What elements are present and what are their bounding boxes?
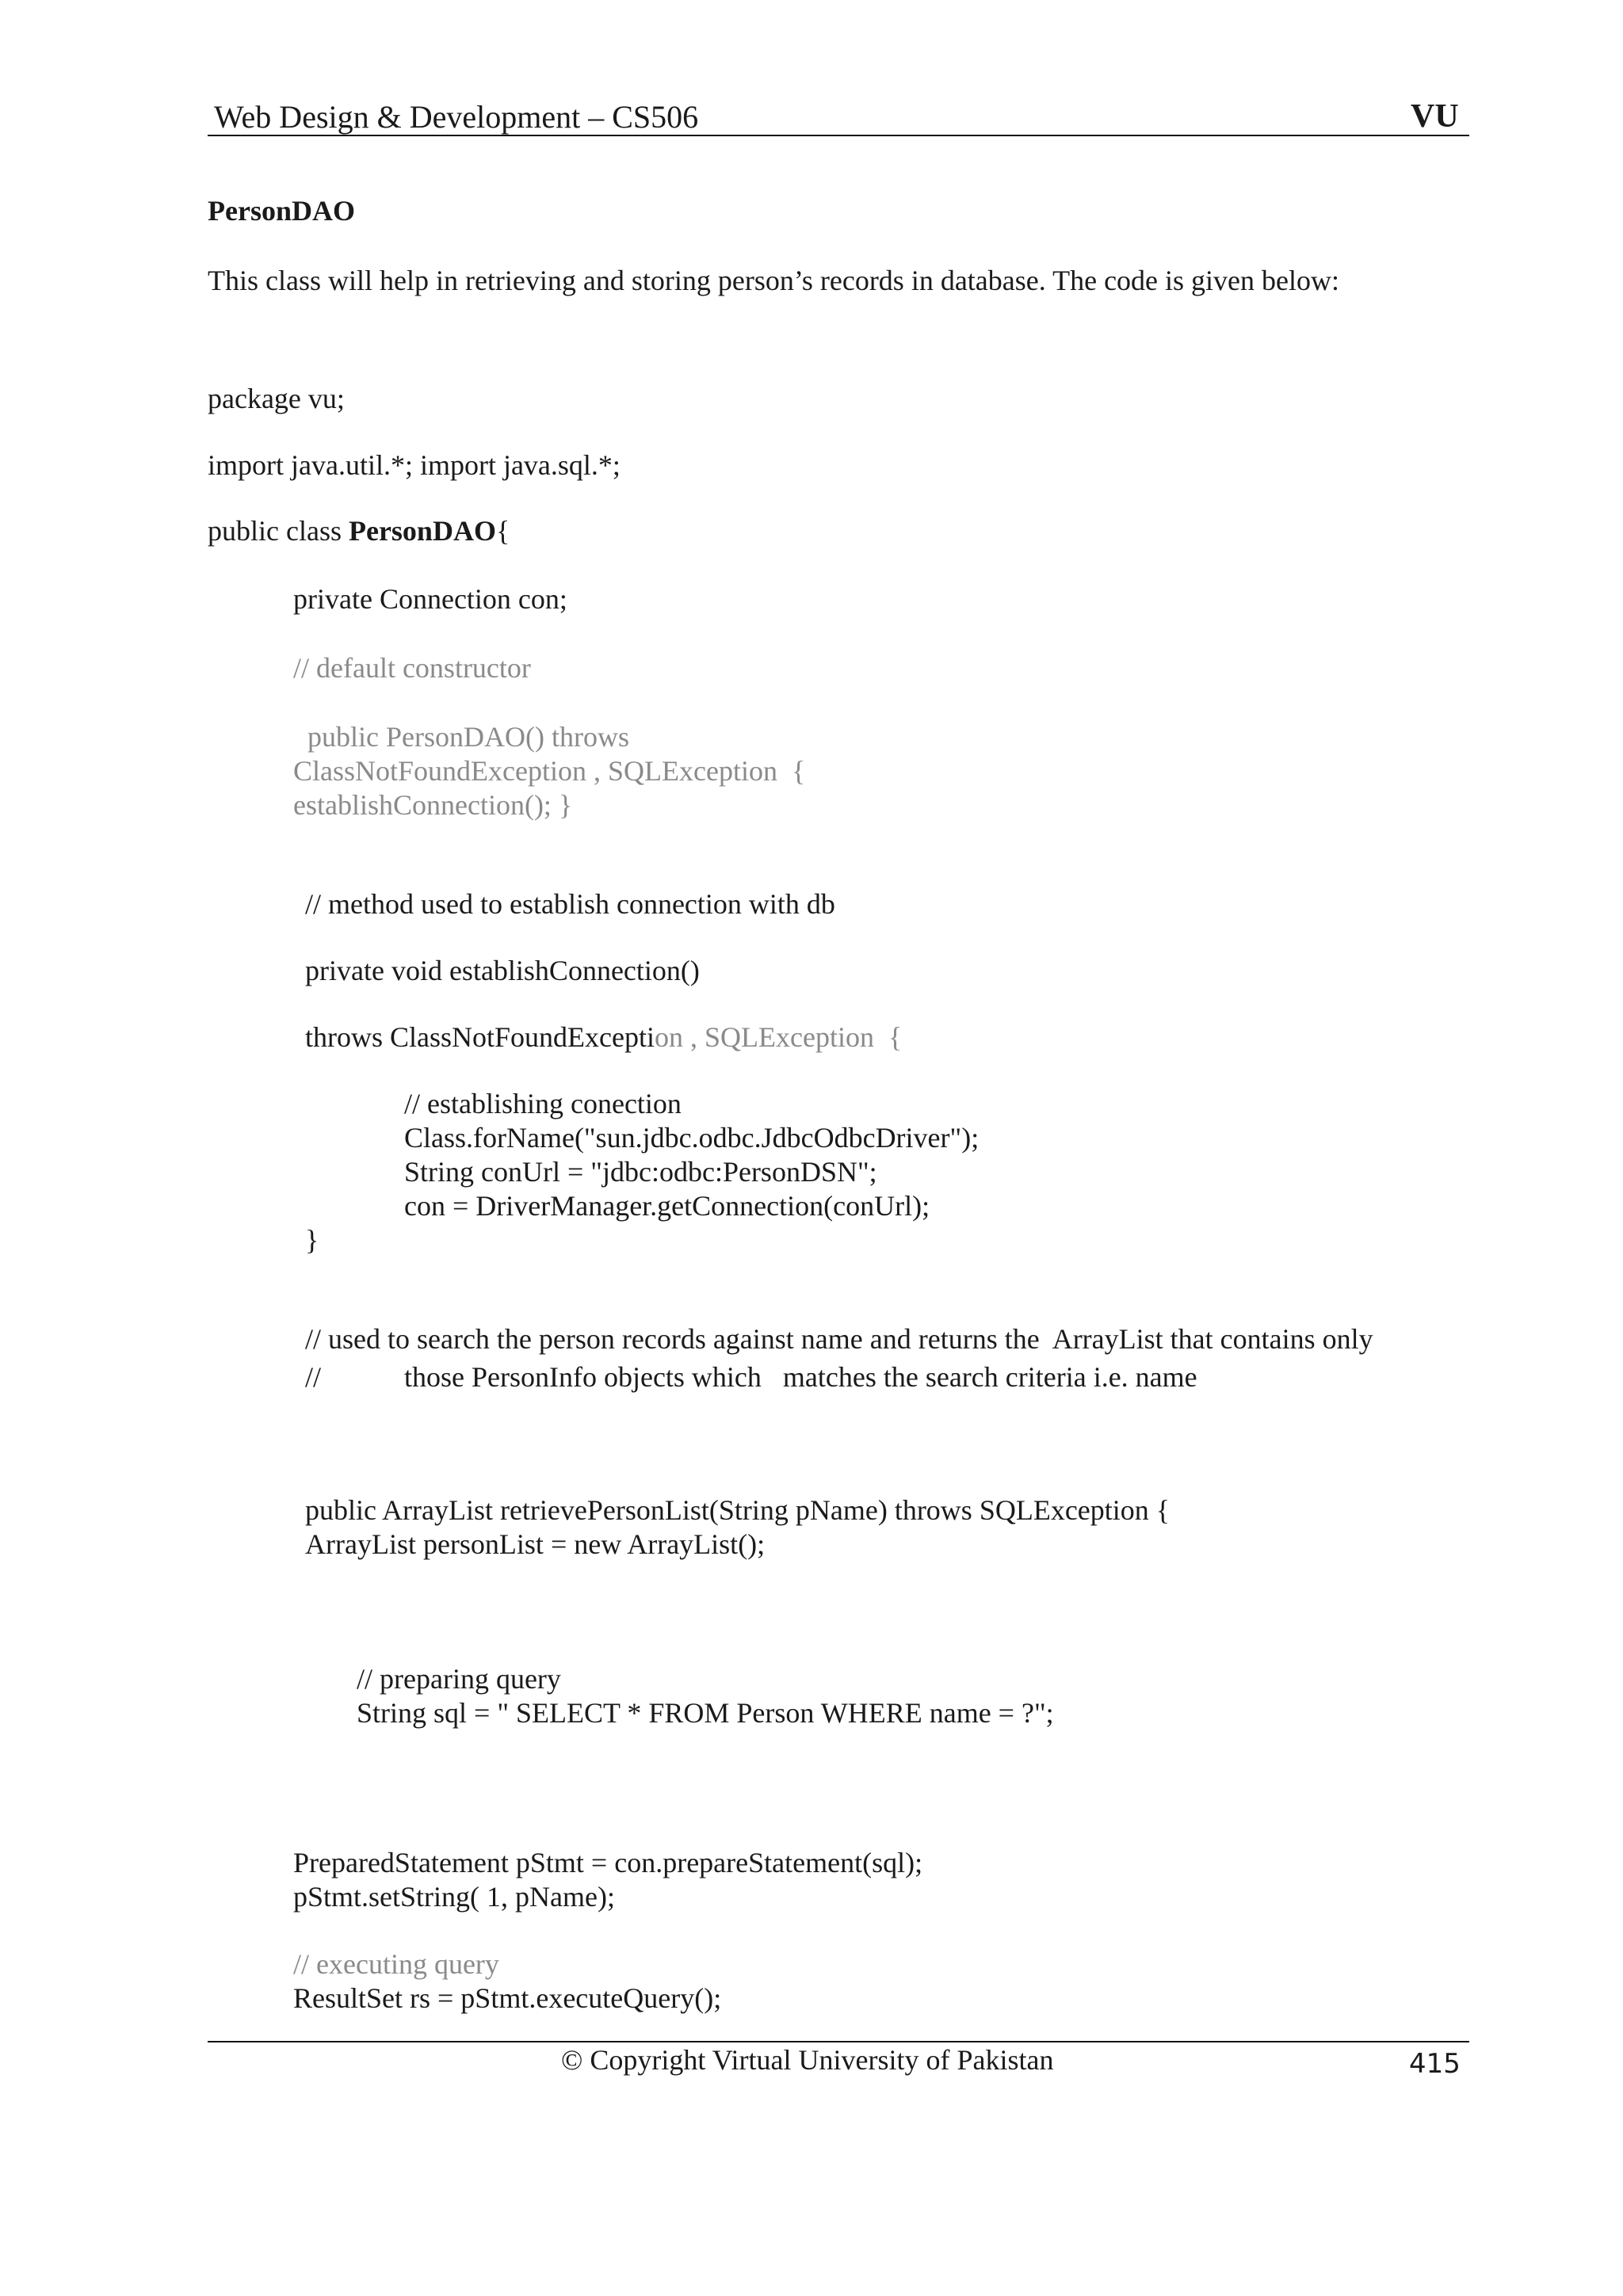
code-comment-search-1: // used to search the person records against name and returns the ArrayList that contains only [305,1323,1373,1355]
code-ctor-line-3: establishConnection(); } [293,789,573,821]
header-rule [208,135,1469,136]
code-result-set: ResultSet rs = pStmt.executeQuery(); [293,1982,722,2014]
code-class-declaration [208,517,510,545]
code-package-line: package vu; [208,383,345,414]
header-title: Web Design & Development – CS506 [214,99,699,135]
code-comment-executing: // executing query [293,1948,499,1980]
code-conurl: String conUrl = "jdbc:odbc:PersonDSN"; [404,1156,877,1188]
class-decl-suffix: { [495,515,510,547]
code-establish-throws [305,1023,902,1051]
code-class-forname: Class.forName("sun.jdbc.odbc.JdbcOdbcDriver"); [404,1122,980,1154]
code-establish-signature: private void establishConnection() [305,955,700,986]
throws-gray-part: on , SQLException { [654,1021,903,1053]
page-number: 415 [1409,2048,1461,2080]
code-retrieve-signature: public ArrayList retrievePersonList(String pName) throws SQLException { [305,1494,1170,1526]
code-comment-search-2-text: those PersonInfo objects which matches the search criteria i.e. name [404,1361,1197,1393]
code-comment-search-2-slashes: // [305,1361,322,1393]
code-close-brace: } [305,1224,319,1256]
footer-rule [208,2041,1469,2042]
code-arraylist-init: ArrayList personList = new ArrayList(); [305,1528,766,1560]
code-ctor-line-1: public PersonDAO() throws [293,721,629,753]
section-heading: PersonDAO [208,195,355,227]
class-name: PersonDAO [348,515,496,547]
code-comment-establish: // method used to establish connection with db [305,888,835,920]
code-comment-establishing: // establishing conection [404,1088,682,1119]
code-get-connection: con = DriverManager.getConnection(conUrl); [404,1190,930,1222]
code-comment-default-constructor: // default constructor [293,652,531,684]
code-set-string: pStmt.setString( 1, pName); [293,1881,615,1913]
code-field-con: private Connection con; [293,583,567,615]
class-decl-prefix: public class [208,515,349,547]
code-import-line: import java.util.*; import java.sql.*; [208,449,621,481]
header-vu-badge: VU [1411,98,1459,135]
code-ctor-line-2: ClassNotFoundException , SQLException { [293,755,806,787]
code-sql-string: String sql = " SELECT * FROM Person WHERE name = ?"; [357,1697,1054,1729]
footer-copyright: © Copyright Virtual University of Pakistan [561,2044,1054,2076]
intro-paragraph: This class will help in retrieving and storing person’s records in database. The code is given below: [208,265,1339,296]
throws-dark-part: throws ClassNotFoundExcepti [305,1021,655,1053]
code-comment-preparing: // preparing query [357,1663,561,1695]
code-prepared-statement: PreparedStatement pStmt = con.prepareStatement(sql); [293,1847,923,1878]
